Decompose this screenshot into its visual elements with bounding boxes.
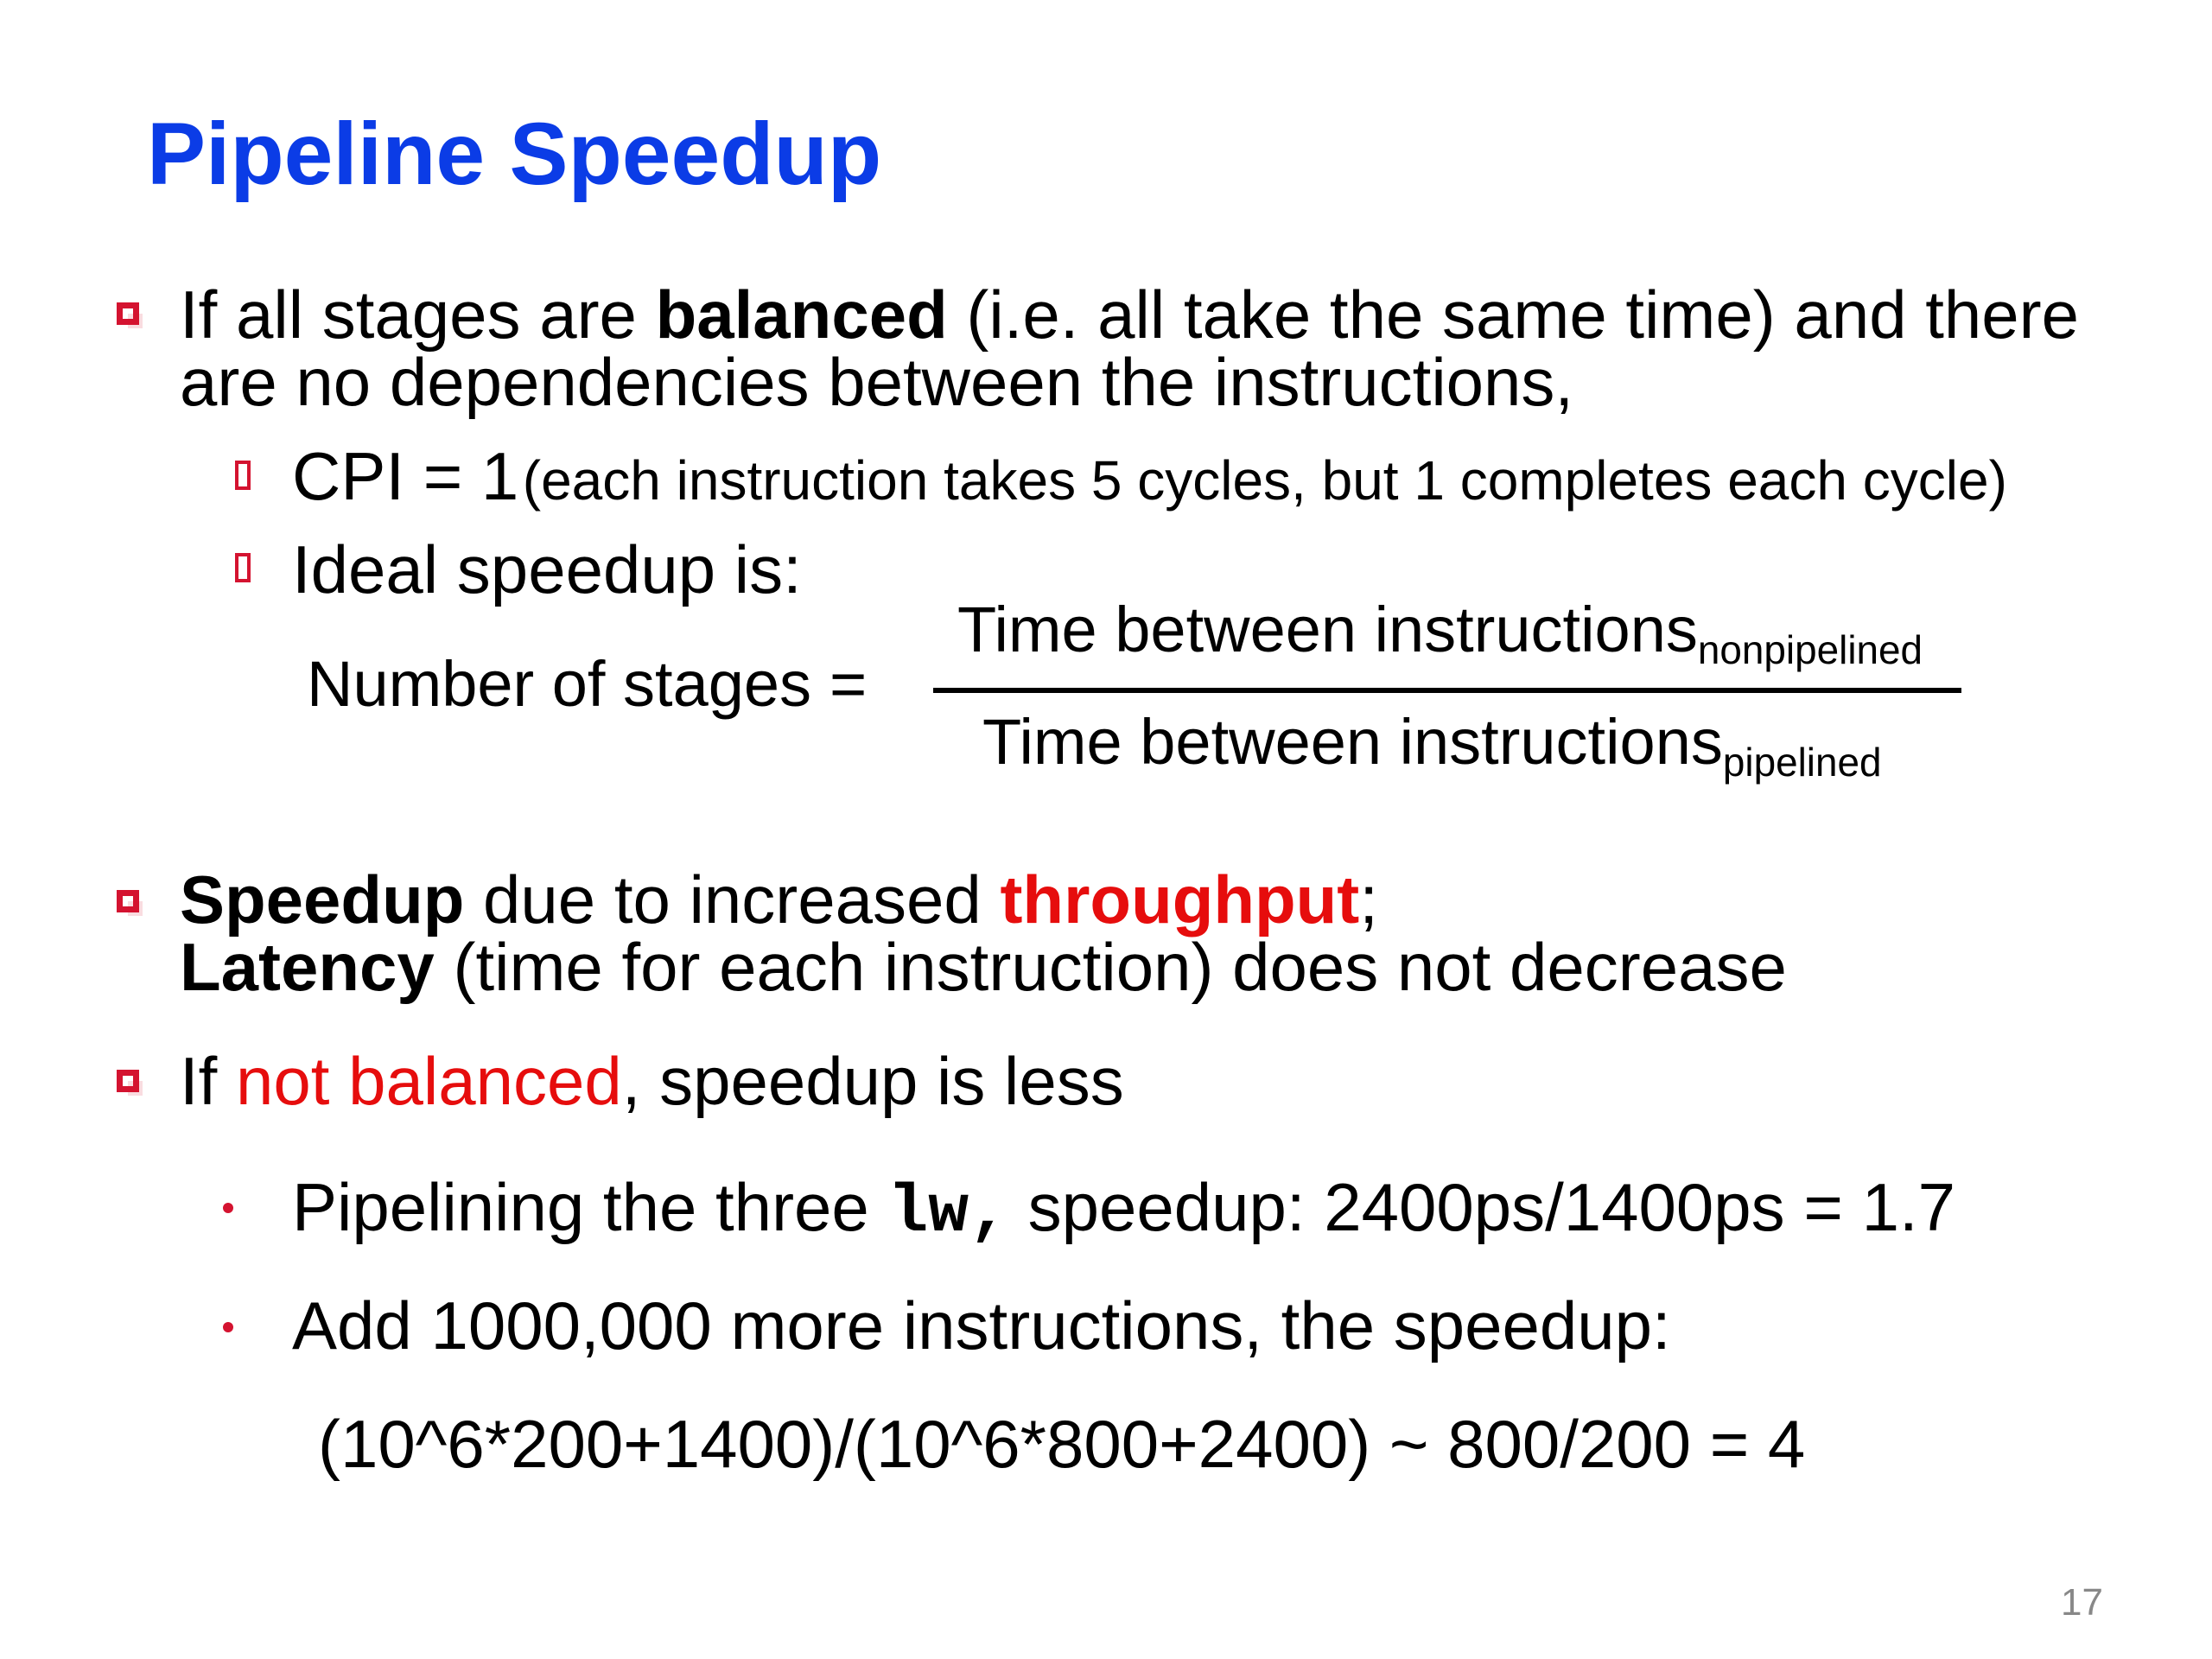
pipelining-pre: Pipelining the three [292,1169,888,1245]
formula-denominator [982,706,1882,785]
bullet-1-text-pre: If all stages are [180,276,656,353]
bullet-2-mid: due to increased [464,861,1001,938]
bullet-3-line [180,1043,1124,1119]
not-balanced-highlight: not balanced [236,1043,622,1119]
formula-equals: = [830,648,868,720]
bullet-2-line-1 [180,861,1378,938]
lw-code: lw, [887,1175,1009,1251]
fraction-bar [933,688,1961,693]
sub-bullet-ideal: Ideal speedup is: [292,531,802,607]
speedup-bold: Speedup [180,861,465,938]
square-bullet-icon [117,890,139,912]
numerator-subscript: nonpipelined [1697,626,1923,672]
formula-lhs: Number of stages [307,648,812,720]
bullet-3-pre: If [180,1043,237,1119]
latency-bold: Latency [180,929,435,1005]
bullet-1-bold: balanced [655,276,948,353]
speedup-calculation: (10^6*200+1400)/(10^6*800+2400) ~ 800/200 = 4 [318,1406,1806,1482]
throughput-highlight: throughput [1000,861,1360,938]
square-bullet-icon [117,302,139,325]
dot-bullet-icon [223,1203,233,1213]
numerator-main: Time between instructions [957,594,1698,665]
bullet-1-text-post: (i.e. all take the same time) and there [947,276,2080,353]
slide-title: Pipeline Speedup [147,105,882,203]
denominator-main: Time between instructions [982,706,1723,778]
sub-bullet-icon [235,461,251,490]
sub-bullet-add-instructions: Add 1000,000 more instructions, the speedup: [292,1287,1671,1363]
formula-numerator [957,594,1923,672]
sub-bullet-cpi [292,438,2007,514]
sub-bullet-pipelining [292,1169,1956,1251]
page-number: 17 [2061,1581,2103,1624]
bullet-2-rest: (time for each instruction) does not decrease [434,929,1787,1005]
denominator-subscript: pipelined [1722,739,1882,785]
cpi-main: CPI = 1 [292,438,519,514]
bullet-1-line-1 [180,276,2080,353]
bullet-1-line-2: are no dependencies between the instructions, [180,344,1574,420]
cpi-note: (each instruction takes 5 cycles, but 1 completes each cycle) [522,449,2007,512]
bullet-2-end: ; [1359,861,1378,938]
pipelining-post: speedup: 2400ps/1400ps = 1.7 [1008,1169,1956,1245]
dot-bullet-icon [223,1322,233,1332]
square-bullet-icon [117,1070,139,1092]
bullet-2-line-2 [180,929,1787,1005]
bullet-3-post: , speedup is less [621,1043,1124,1119]
sub-bullet-icon [235,553,251,582]
